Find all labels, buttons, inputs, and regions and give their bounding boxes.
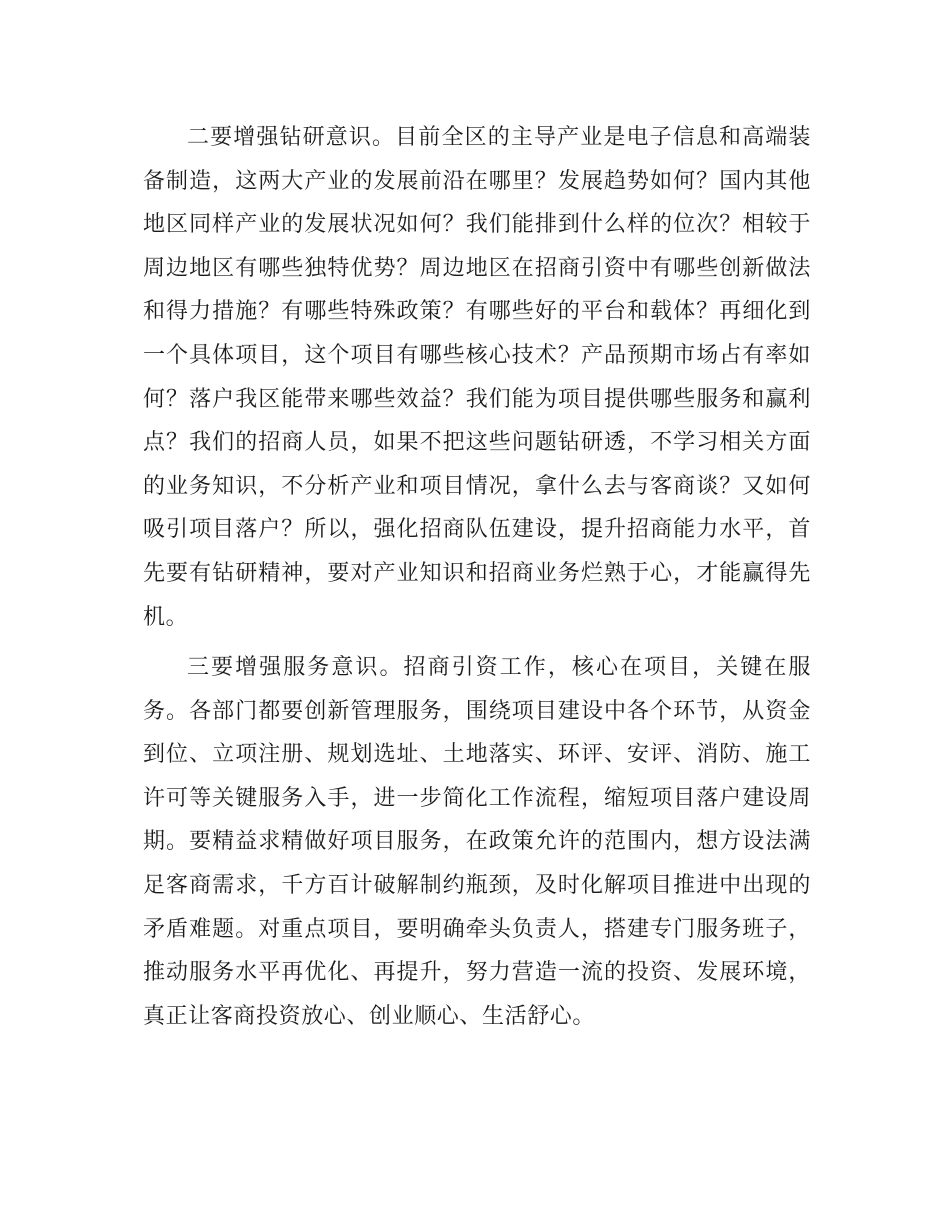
paragraph-research-awareness: 二要增强钻研意识。目前全区的主导产业是电子信息和高端装备制造，这两大产业的发展前沿在哪里？发展趋势如何？国内其他地区同样产业的发展状况如何？我们能排到什么样的位次？相较于周边地区有哪些独特优势？周边地区在招商引资中有哪些创新做法和得力措施？有哪些特殊政策？有哪些好的平台和载体？再细化到一个具体项目，这个项目有哪些核心技术？产品预期市场占有率如何？落户我区能带来哪些效益？我们能为项目提供哪些服务和赢利点？我们的招商人员，如果不把这些问题钻研透，不学习相关方面的业务知识，不分析产业和项目情况，拿什么去与客商谈？又如何吸引项目落户？所以，强化招商队伍建设，提升招商能力水平，首先要有钻研精神，要对产业知识和招商业务烂熟于心，才能赢得先机。	[143, 125, 811, 630]
paragraph-service-awareness: 三要增强服务意识。招商引资工作，核心在项目，关键在服务。各部门都要创新管理服务，围绕项目建设中各个环节，从资金到位、立项注册、规划选址、土地落实、环评、安评、消防、施工许可等关键服务入手，进一步简化工作流程，缩短项目落户建设周期。要精益求精做好项目服务，在政策允许的范围内，想方设法满足客商需求，千方百计破解制约瓶颈，及时化解项目推进中出现的矛盾难题。对重点项目，要明确牵头负责人，搭建专门服务班子，推动服务水平再优化、再提升，努力营造一流的投资、发展环境，真正让客商投资放心、创业顺心、生活舒心。	[143, 655, 811, 1029]
